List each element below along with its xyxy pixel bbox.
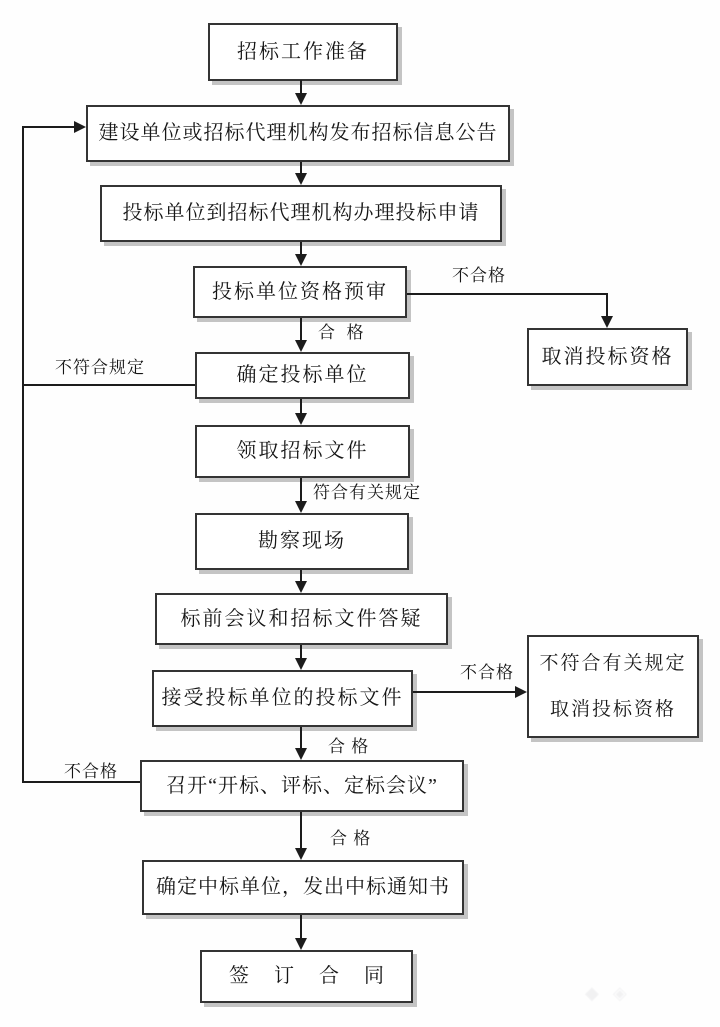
node-accept-bid-documents: 接受投标单位的投标文件: [152, 670, 413, 727]
arrowhead-apply-prequalify: [295, 254, 307, 266]
arrowhead-prequalify-fail: [601, 316, 613, 328]
watermark-mark-1: ◆: [585, 982, 599, 1003]
label-prequalify-pass: 合 格: [318, 323, 365, 342]
nonconform-cancel-line1: 不符合有关规定: [539, 652, 687, 674]
arrowhead-collect-survey: [295, 501, 307, 513]
watermark: [585, 980, 655, 1006]
label-accept-pass: 合 格: [328, 737, 370, 756]
arrowhead-survey-premeeting: [295, 581, 307, 593]
arrowhead-award-sign: [295, 938, 307, 950]
arrowhead-announce-apply: [295, 173, 307, 185]
label-determine-nonconform: 不符合规定: [55, 358, 145, 377]
node-bid-application: 投标单位到招标代理机构办理投标申请: [100, 185, 502, 242]
arrowhead-prep-announce: [295, 93, 307, 105]
branch-line-prequalify-fail-v: [606, 293, 608, 317]
arrowhead-meeting-award: [295, 848, 307, 860]
node-bid-opening-meeting: 召开“开标、评标、定标会议”: [140, 760, 464, 812]
arrow-line-meeting-award: [300, 812, 302, 849]
node-site-survey: 勘察现场: [195, 513, 409, 570]
arrow-line-determine-collect: [300, 399, 302, 414]
node-pre-bid-meeting: 标前会议和招标文件答疑: [155, 593, 448, 645]
node-publish-announcement: 建设单位或招标代理机构发布招标信息公告: [86, 105, 510, 162]
feedback-line-from-determine: [22, 384, 195, 386]
arrowhead-feedback-announce: [74, 121, 86, 133]
feedback-line-vertical: [22, 126, 24, 783]
node-cancel-qualification: 取消投标资格: [527, 328, 688, 386]
arrow-line-accept-meeting: [300, 727, 302, 749]
arrow-line-collect-survey: [300, 478, 302, 502]
node-prequalification: 投标单位资格预审: [193, 266, 407, 318]
label-meeting-pass: 合 格: [330, 829, 372, 848]
branch-line-prequalify-fail-h: [407, 293, 608, 295]
watermark-mark-2: ◈: [612, 982, 627, 1003]
node-award-notice: 确定中标单位，发出中标通知书: [142, 860, 464, 915]
label-meeting-fail: 不合格: [64, 762, 118, 781]
arrow-line-prequalify-determine: [300, 318, 302, 341]
node-bid-preparation: 招标工作准备: [208, 23, 398, 81]
label-accept-fail: 不合格: [460, 663, 514, 682]
arrow-line-premeeting-accept: [300, 645, 302, 659]
arrowhead-accept-fail: [515, 686, 527, 698]
node-collect-documents: 领取招标文件: [195, 425, 410, 478]
nonconform-cancel-line2: 取消投标资格: [549, 698, 676, 720]
arrowhead-prequalify-determine: [295, 340, 307, 352]
node-sign-contract: 签 订 合 同: [200, 950, 413, 1003]
arrowhead-premeeting-accept: [295, 658, 307, 670]
arrow-line-award-sign: [300, 915, 302, 939]
feedback-line-into-announce: [22, 126, 75, 128]
label-collect-conform: 符合有关规定: [313, 483, 421, 502]
arrowhead-determine-collect: [295, 413, 307, 425]
node-nonconform-cancel: [527, 635, 699, 738]
branch-line-accept-fail-h: [413, 691, 516, 693]
label-prequalify-fail: 不合格: [452, 266, 506, 285]
arrowhead-accept-meeting: [295, 748, 307, 760]
node-determine-bidder: 确定投标单位: [195, 352, 410, 399]
arrow-line-prep-announce: [300, 80, 302, 94]
